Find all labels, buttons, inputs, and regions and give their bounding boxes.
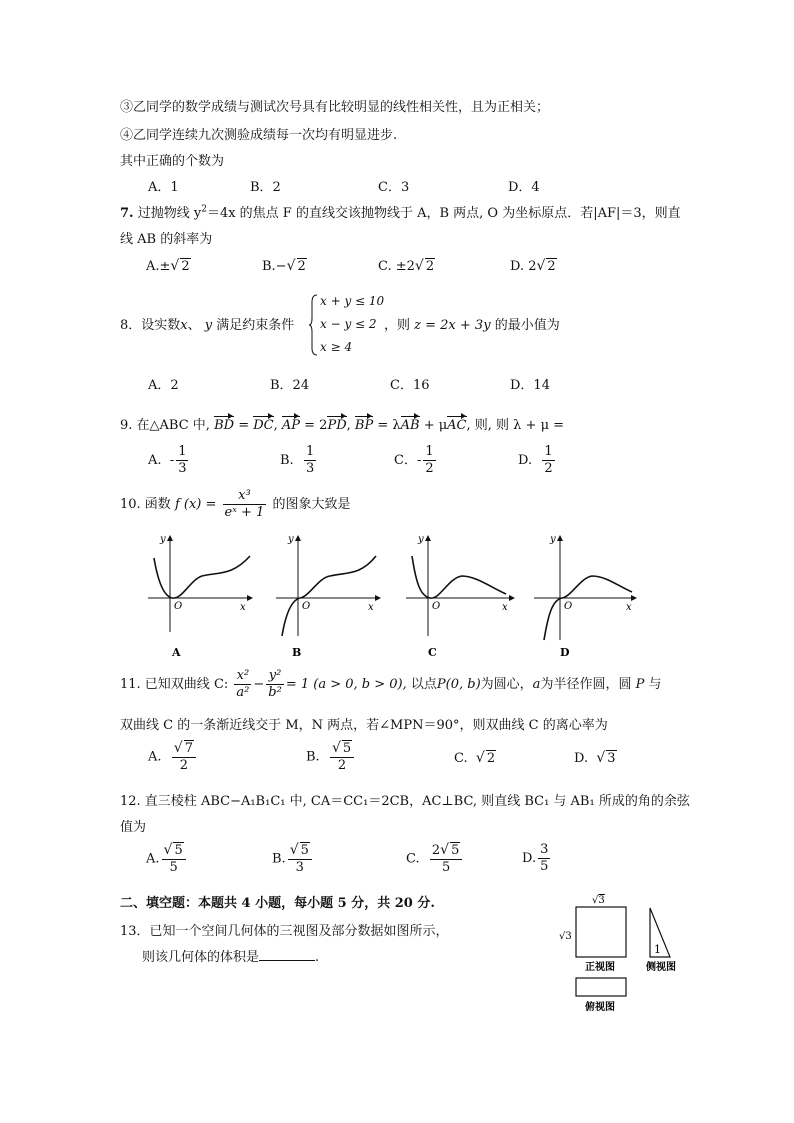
svg-text:D: D [560,646,570,659]
q11-option-d: D. √ 3 [574,750,616,766]
vec-ac: AC [447,418,467,433]
q6-option-d: D．4 [508,180,540,195]
q8-option-d: D．14 [510,378,550,393]
q6-prompt: 其中正确的个数为 [120,154,225,169]
q6-option-c: C．3 [378,180,410,195]
q13-three-view-figure [556,890,686,1018]
q6-statement-4: ④乙同学连续九次测验成绩每一次均有明显进步. [120,128,398,143]
q7-option-c: C. ±2√ 2 [378,258,435,274]
q12-statement-line1: 12. 直三棱柱 ABC−A₁B₁C₁ 中, CA＝CC₁＝2CB，AC⊥BC, 则直线 BC₁ 与 AB₁ 所成的角的余弦 [120,794,690,809]
q9-option-b: B. $\frac{1}{3}$ [280,444,315,476]
section-2-heading: 二、填空题：本题共 4 小题，每小题 5 分，共 20 分. [120,896,435,911]
q7-option-d: D. 2√ 2 [510,258,556,274]
q11-statement-line1: 11. 已知双曲线 C: $\frac{\text{x²}}{\text{a²}}$ − $\frac{\text{y²}}{\text{b²}}$ = 1 (a > 0, b > 0), 以点P(0, b)为圆心，a为半径作圆，圆 P 与 [120,668,662,700]
graph-a[interactable] [148,534,252,659]
vec-bd: BD [214,418,235,433]
top-view-caption: 俯视图 [585,1002,615,1013]
front-view-left-label: √3 [559,931,572,942]
q9-option-d: D. $\frac{1}{2}$ [518,444,553,476]
q8-option-c: C．16 [390,378,430,393]
svg-text:C: C [428,646,437,659]
vec-ab: AB [400,418,420,433]
q12-option-d: D. $\frac{3}{5}$ [522,842,549,874]
q8-constraint-1: x + y ≤ 10 [320,294,385,308]
svg-text:y: y [550,534,556,545]
q13-statement-line1: 13．已知一个空间几何体的三视图及部分数据如图所示， [120,924,449,939]
front-view-square [576,907,626,957]
graph-b[interactable] [276,534,380,659]
q8-option-a: A．2 [148,378,179,393]
q9-option-c: C．- $\frac{1}{2}$ [394,444,434,476]
q6-option-b: B．2 [250,180,281,195]
q13-statement-line2: 则该几何体的体积是 . [142,950,320,965]
front-view-caption: 正视图 [585,962,615,973]
vec-pd: PD [327,418,347,433]
q9-statement: 9. 在△ABC 中, BD = DC, AP = 2PD, BP = λAB + μAC, 则, 则 λ + μ = [120,418,565,433]
svg-text:x: x [240,602,246,613]
q8-tail: ，则 z = 2x + 3y 的最小值为 [384,318,560,333]
svg-text:B: B [292,646,302,659]
svg-text:x: x [368,602,374,613]
svg-text:y: y [160,534,166,545]
vec-ap: AP [281,418,301,433]
vec-bp: BP [354,418,374,433]
q7-number: 7. [120,206,134,221]
svg-text:O: O [302,601,311,612]
q12-option-a: A. $\frac{√ 5}{5}$ [146,842,188,876]
q8-constraint-2: x − y ≤ 2 [320,317,377,331]
side-view-label: 1 [654,943,661,956]
svg-text:x: x [502,602,508,613]
front-view-top-label: √3 [592,895,605,906]
q11-option-a: A. $\frac{√ 7}{2}$ [148,740,198,774]
svg-text:O: O [174,601,183,612]
svg-text:A: A [172,646,181,659]
q8-constraint-3: x ≥ 4 [320,340,353,354]
q7-option-b: B.−√ 2 [262,258,306,274]
q8-lead: 8．设实数x、 y 满足约束条件 [120,318,295,333]
q11-option-c: C. √ 2 [454,750,496,766]
graph-d[interactable] [534,534,636,659]
q7-text-line1: 7. 过抛物线 $y^2=4x$ 的焦点 F 的直线交该抛物线于 A，B 两点, O 为坐标原点．若|AF|＝3，则直 [120,204,681,221]
q6-option-a: A．1 [148,180,179,195]
q12-option-b: B. $\frac{√ 5}{3}$ [272,842,314,876]
q10-graph-options [140,532,660,662]
q11-statement-line2: 双曲线 C 的一条渐近线交于 M，N 两点，若∠MPN＝90°，则双曲线 C 的离心率为 [120,718,608,733]
q12-option-c: C. $\frac{2√ 5}{5}$ [406,842,464,876]
side-view-caption: 侧视图 [646,962,676,973]
q13-answer-blank[interactable] [259,960,315,961]
svg-text:x: x [626,602,632,613]
q6-statement-3: ③乙同学的数学成绩与测试次号具有比较明显的线性相关性，且为正相关； [120,100,550,115]
svg-text:y: y [288,534,294,545]
q8-brace [308,294,318,356]
q7-text-line2: 线 AB 的斜率为 [120,232,213,247]
graph-c[interactable] [406,534,514,659]
vec-dc: DC [253,418,274,433]
q9-option-a: A. - $\frac{1}{3}$ [148,444,187,476]
q10-statement: 10. 函数 f (x) = $\frac{\text{x³}}{\text{eˣ + 1}}$ 的图象大致是 [120,488,351,520]
q8-option-b: B．24 [270,378,310,393]
q12-statement-line2: 值为 [120,820,147,835]
svg-text:y: y [418,534,424,545]
top-view-rect [576,978,626,996]
q7-option-a: A.±√ 2 [146,258,190,274]
q11-option-b: B. $\frac{√ 5}{2}$ [306,740,356,774]
svg-text:O: O [564,601,573,612]
svg-text:O: O [432,601,441,612]
